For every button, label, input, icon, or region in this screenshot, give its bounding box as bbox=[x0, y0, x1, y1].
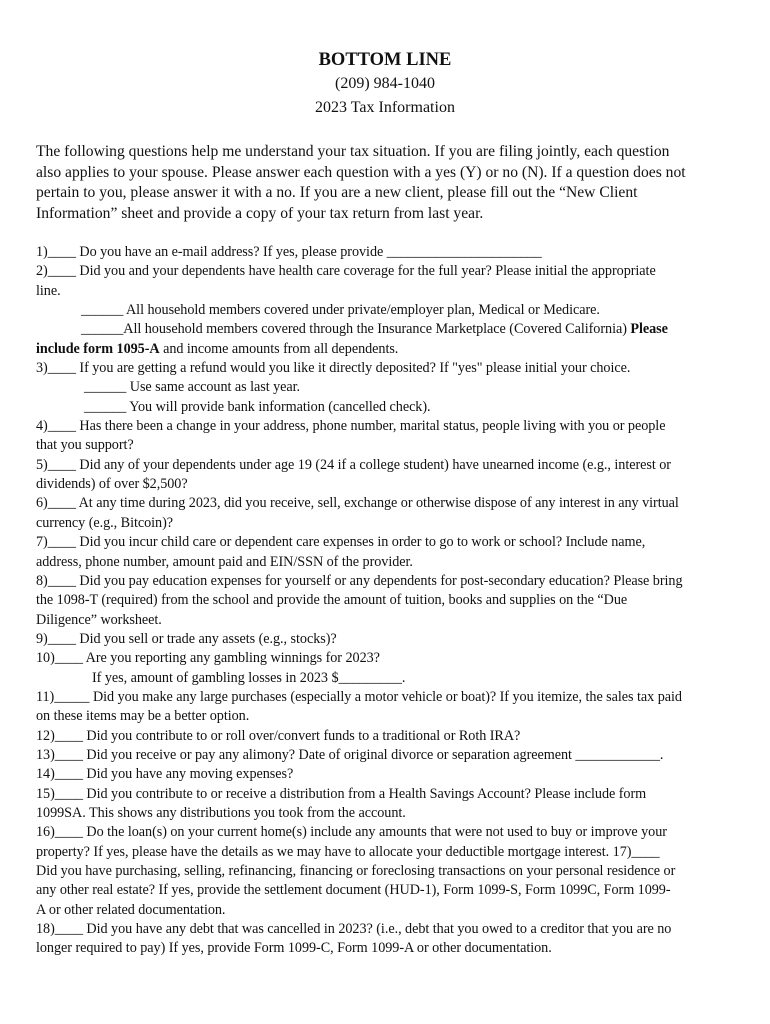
question-12: 12)____ Did you contribute to or roll over/convert funds to a traditional or Roth IRA? bbox=[36, 727, 521, 744]
question-13: 13)____ Did you receive or pay any alimony? Date of original divorce or separation agreement ____________. bbox=[36, 746, 664, 763]
question-15-continued: 1099SA. This shows any distributions you took from the account. bbox=[36, 804, 406, 821]
intro-line: The following questions help me understand your tax situation. If you are filing jointly, each question bbox=[36, 143, 670, 160]
question-7: 7)____ Did you incur child care or dependent care expenses in order to go to work or school? Include name, bbox=[36, 534, 646, 551]
intro-line: also applies to your spouse. Please answer each question with a yes (Y) or no (N). If a question does not bbox=[36, 163, 686, 181]
question-1: 1)____ Do you have an e-mail address? If yes, please provide ______________________ bbox=[36, 244, 542, 260]
document-header bbox=[0, 48, 770, 120]
question-18-continued: longer required to pay) If yes, provide Form 1099-C, Form 1099-A or other documentation. bbox=[36, 940, 552, 957]
question-4-continued: that you support? bbox=[36, 437, 134, 454]
intro-paragraph bbox=[36, 142, 736, 224]
question-9: 9)____ Did you sell or trade any assets (e.g., stocks)? bbox=[36, 630, 337, 647]
question-5-continued: dividends) of over $2,500? bbox=[36, 476, 188, 493]
question-11-continued: on these items may be a better option. bbox=[36, 708, 250, 725]
question-6: 6)____ At any time during 2023, did you receive, sell, exchange or otherwise dispose of any interest in any virtual bbox=[36, 495, 679, 512]
refund-option-bank-info: ______ You will provide bank information (cancelled check). bbox=[84, 398, 431, 415]
intro-line: Information” sheet and provide a copy of your tax return from last year. bbox=[36, 204, 484, 222]
refund-option-same-account: ______ Use same account as last year. bbox=[84, 379, 301, 396]
question-14: 14)____ Did you have any moving expenses? bbox=[36, 766, 294, 783]
coverage-option-marketplace-text: ______All household members covered through the Insurance Marketplace (Covered California) bbox=[81, 321, 631, 338]
form-1095a-bold: include form 1095-A bbox=[36, 340, 160, 357]
question-18: 18)____ Did you have any debt that was cancelled in 2023? (i.e., debt that you owed to a creditor that you are no bbox=[36, 921, 672, 938]
question-2: 2)____ Did you and your dependents have health care coverage for the full year? Please initial the appropriate bbox=[36, 263, 656, 280]
question-11: 11)_____ Did you make any large purchases (especially a motor vehicle or boat)? If you itemize, the sales tax paid bbox=[36, 688, 682, 705]
question-10: 10)____ Are you reporting any gambling winnings for 2023? bbox=[36, 650, 380, 667]
company-title: BOTTOM LINE bbox=[318, 50, 452, 70]
question-16: 16)____ Do the loan(s) on your current home(s) include any amounts that were not used to buy or improve your bbox=[36, 824, 667, 841]
question-8-continued: Diligence” worksheet. bbox=[36, 611, 162, 628]
question-3: 3)____ If you are getting a refund would you like it directly deposited? If "yes" please initial your choice. bbox=[36, 360, 631, 377]
question-8: 8)____ Did you pay education expenses for yourself or any dependents for post-secondary education? Please bring bbox=[36, 572, 683, 589]
coverage-option-private: ______ All household members covered under private/employer plan, Medical or Medicare. bbox=[81, 302, 600, 319]
question-7-continued: address, phone number, amount paid and EIN/SSN of the provider. bbox=[36, 553, 413, 570]
question-17: Did you have purchasing, selling, refinancing, financing or foreclosing transactions on your personal residence or bbox=[36, 863, 676, 879]
intro-line: pertain to you, please answer it with a no. If you are a new client, please fill out the “New Client bbox=[36, 184, 638, 201]
gambling-losses-line: If yes, amount of gambling losses in 2023 $_________. bbox=[92, 669, 406, 686]
question-2-continued: line. bbox=[36, 282, 61, 299]
document-subtitle: 2023 Tax Information bbox=[315, 99, 455, 116]
coverage-option-note-text: and income amounts from all dependents. bbox=[159, 340, 399, 357]
question-17-continued: A or other related documentation. bbox=[36, 901, 226, 918]
question-16-continued: property? If yes, please have the details as we may have to allocate your deductible mortgage interest. 17)____ bbox=[36, 843, 660, 860]
question-4: 4)____ Has there been a change in your address, phone number, marital status, people living with you or people bbox=[36, 418, 666, 435]
company-phone: (209) 984-1040 bbox=[335, 75, 435, 92]
question-list bbox=[36, 243, 736, 959]
please-bold: Please bbox=[630, 321, 668, 338]
question-8-continued: the 1098-T (required) from the school and provide the amount of tuition, books and supplies on the “Due bbox=[36, 592, 628, 609]
question-17-continued: any other real estate? If yes, provide the settlement document (HUD-1), Form 1099-S, Form 1099C, Form 1099- bbox=[36, 882, 671, 899]
coverage-option-marketplace bbox=[36, 320, 736, 339]
question-15: 15)____ Did you contribute to or receive a distribution from a Health Savings Account? Please include form bbox=[36, 785, 647, 802]
question-6-continued: currency (e.g., Bitcoin)? bbox=[36, 514, 174, 531]
question-5: 5)____ Did any of your dependents under age 19 (24 if a college student) have unearned income (e.g., interest or bbox=[36, 456, 671, 473]
coverage-option-note bbox=[36, 340, 736, 359]
